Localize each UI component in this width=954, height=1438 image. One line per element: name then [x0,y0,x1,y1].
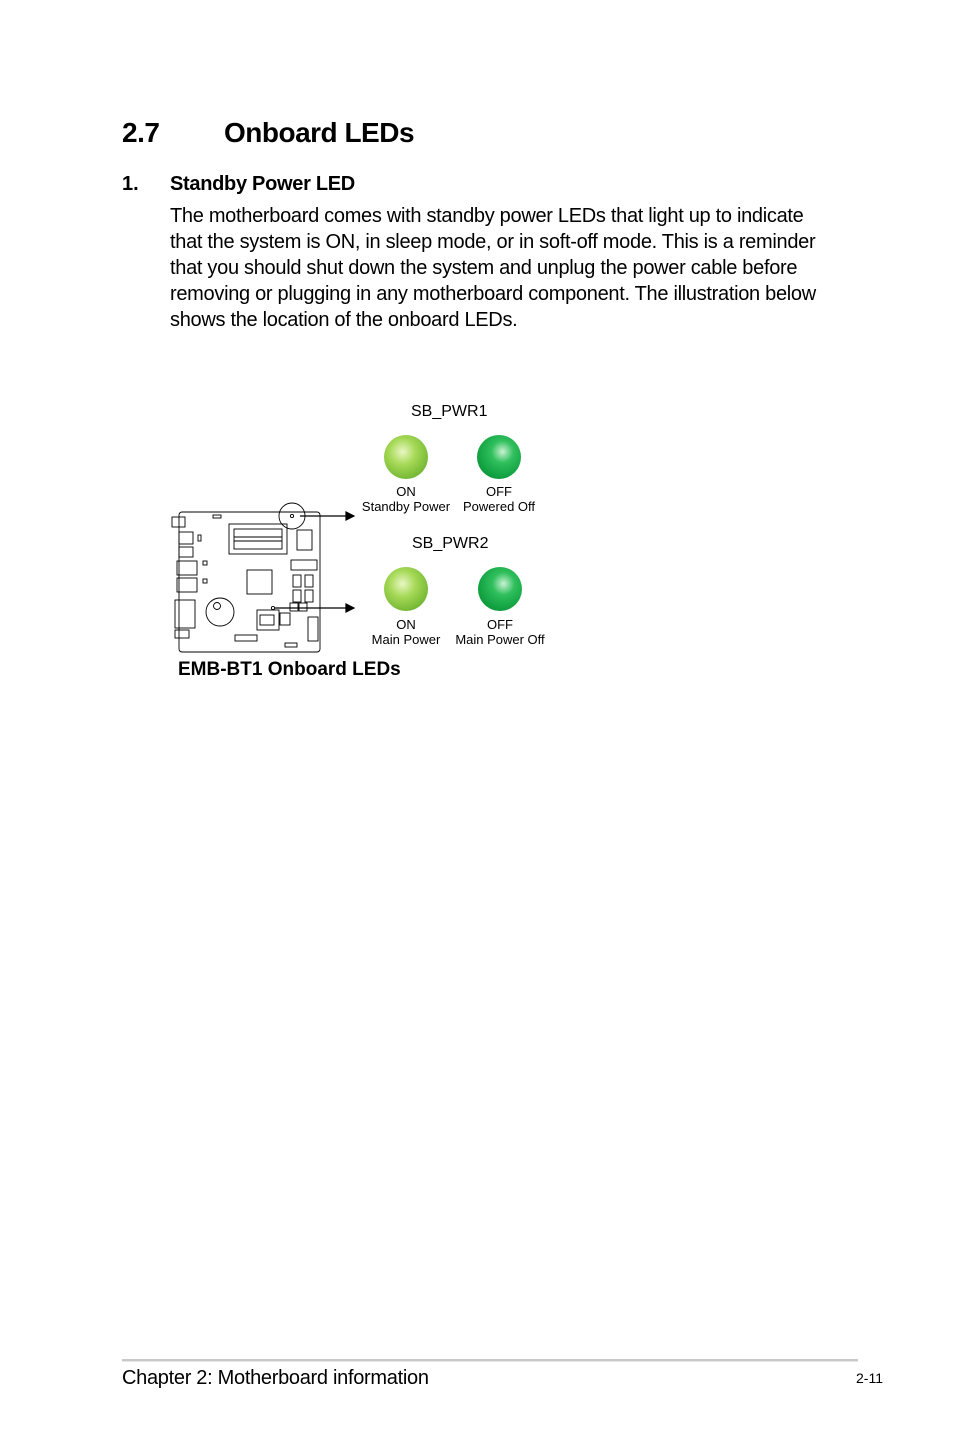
footer-chapter: Chapter 2: Motherboard information [122,1367,429,1389]
item-body: The motherboard comes with standby power LEDs that light up to indicate that the system is ON, in sleep mode, or in soft-off mode. This is a reminder that you should shut down the system and unplug the power cable before removing or plugging in any motherboard component. The illustration below shows the location of the onboard LEDs. [170,205,816,331]
sb-pwr1-on-desc: Standby Power [361,499,451,514]
item-title: Standby Power LED [170,173,355,195]
sb-pwr1-off-state: OFF [486,484,512,499]
sb-pwr2-label: SB_PWR2 [412,535,489,552]
sb-pwr1-off-led-icon [477,435,521,479]
sb-pwr2-off-caption [440,617,560,647]
sb-pwr2-on-led-icon [384,567,428,611]
sb-pwr2-on-state: ON [396,617,416,632]
sb-pwr1-on-state: ON [396,484,416,499]
sb-pwr2-on-desc: Main Power [371,632,441,647]
sb-pwr1-on-caption [356,484,456,514]
motherboard-diagram [165,495,365,660]
page-number: 2-11 [856,1370,883,1386]
sb-pwr2-off-led-icon [478,567,522,611]
sb-pwr1-off-caption [449,484,549,514]
item-number: 1. [122,173,139,195]
sb-pwr1-on-led-icon [384,435,428,479]
sb-pwr1-label: SB_PWR1 [411,403,488,420]
section-number: 2.7 [122,117,160,148]
sb-pwr2-off-state: OFF [487,617,513,632]
figure-caption: EMB-BT1 Onboard LEDs [178,659,401,680]
section-title: Onboard LEDs [224,117,415,148]
sb-pwr1-off-desc: Powered Off [462,499,536,514]
footer-divider [122,1359,858,1362]
sb-pwr2-off-desc: Main Power Off [455,632,545,647]
